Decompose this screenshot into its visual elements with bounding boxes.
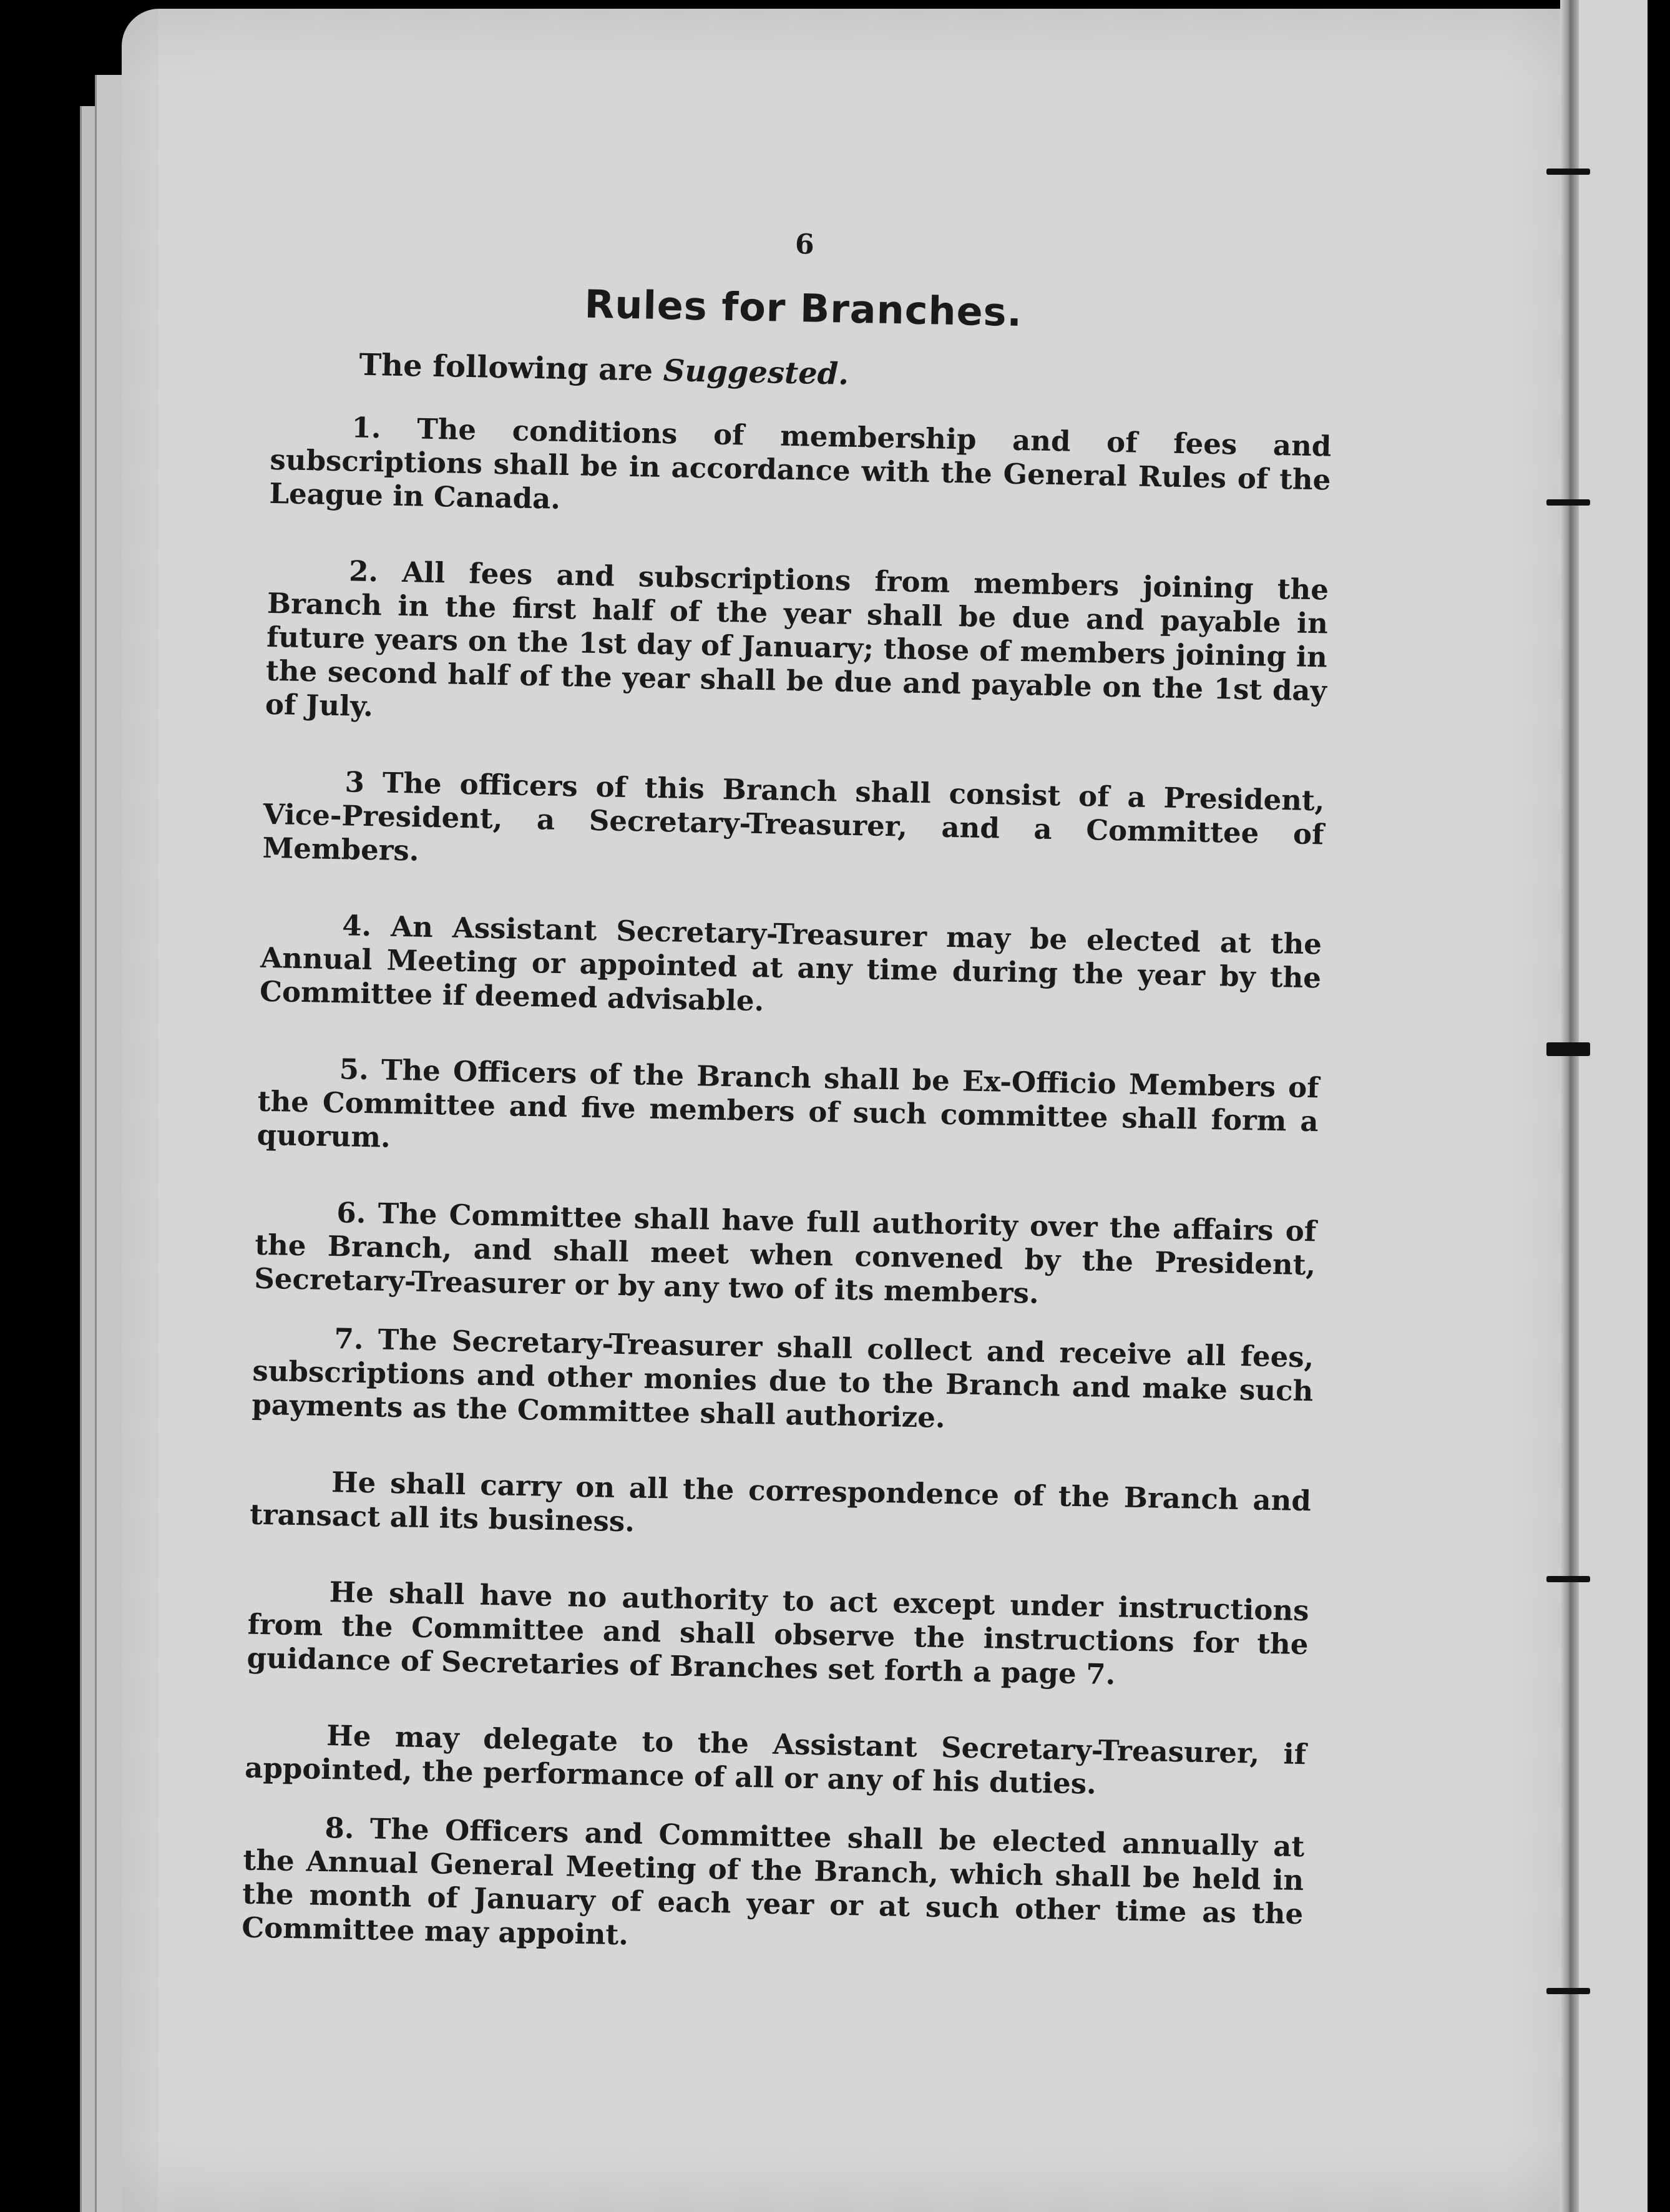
intro-emphasis: Suggested.: [663, 353, 849, 392]
rule-paragraph: 2. All fees and subscriptions from members joining the Branch in the first half of the year shall be due and payable in future years on the 1st day of January; those of members joining in the second half of the year shall be due and payable on the 1st day of July.: [265, 554, 1329, 723]
page-title: Rules for Branches.: [584, 281, 1023, 336]
page-number: 6: [794, 228, 815, 261]
rule-paragraph: 4. An Assistant Secretary-Treasurer may be elected at the Annual Meeting or appointed at any time during the year by the Committee if deemed advisable.: [259, 909, 1322, 1018]
intro-line: [359, 348, 1333, 401]
binding-stitch: [1546, 499, 1590, 506]
binding-stitch: [1546, 1988, 1590, 1994]
binding-stitch: [1546, 1576, 1590, 1582]
binding-stitch: [1546, 1042, 1590, 1056]
intro-text: The following are: [358, 347, 664, 388]
binding-gutter: [1560, 0, 1579, 2212]
rule-paragraph: 7. The Secretary-Treasurer shall collect and receive all fees, subscriptions and other monies due to the Branch and make such payments as the Committee shall authorize.: [251, 1322, 1314, 1434]
rule-paragraph: 8. The Officers and Committee shall be elected annually at the Annual General Meeting of the Branch, which shall be held in the month of January of each year or at such other time as the Committee may appoint.: [241, 1811, 1305, 1952]
binding-stitch: [1546, 169, 1590, 175]
rule-paragraph: He may delegate to the Assistant Secretary-Treasurer, if appointed, the performance of all or any of his duties.: [244, 1719, 1307, 1801]
rule-paragraph: 1. The conditions of membership and of fees and subscriptions shall be in accordance with the General Rules of the League in Canada.: [269, 411, 1332, 516]
rule-paragraph: 6. The Committee shall have full authority over the affairs of the Branch, and shall meet when convened by the President, Secretary-Treasurer or by any two of its members.: [253, 1196, 1317, 1310]
scan-border: [1648, 0, 1670, 2212]
rule-paragraph: He shall carry on all the correspondence of the Branch and transact all its business.: [249, 1466, 1312, 1539]
rule-paragraph: He shall have no authority to act except under instructions from the Committee and shall observe the instructions for the guidance of Secretaries of Branches set forth a page 7.: [247, 1575, 1309, 1691]
rule-paragraph: 5. The Officers of the Branch shall be Ex-Officio Members of the Committee and five members of such committee shall form a quorum.: [256, 1052, 1320, 1154]
rule-paragraph: 3 The officers of this Branch shall consist of a President, Vice-President, a Secretary-Treasurer, and a Committee of Members.: [262, 765, 1325, 868]
page-text: [241, 218, 1336, 2007]
